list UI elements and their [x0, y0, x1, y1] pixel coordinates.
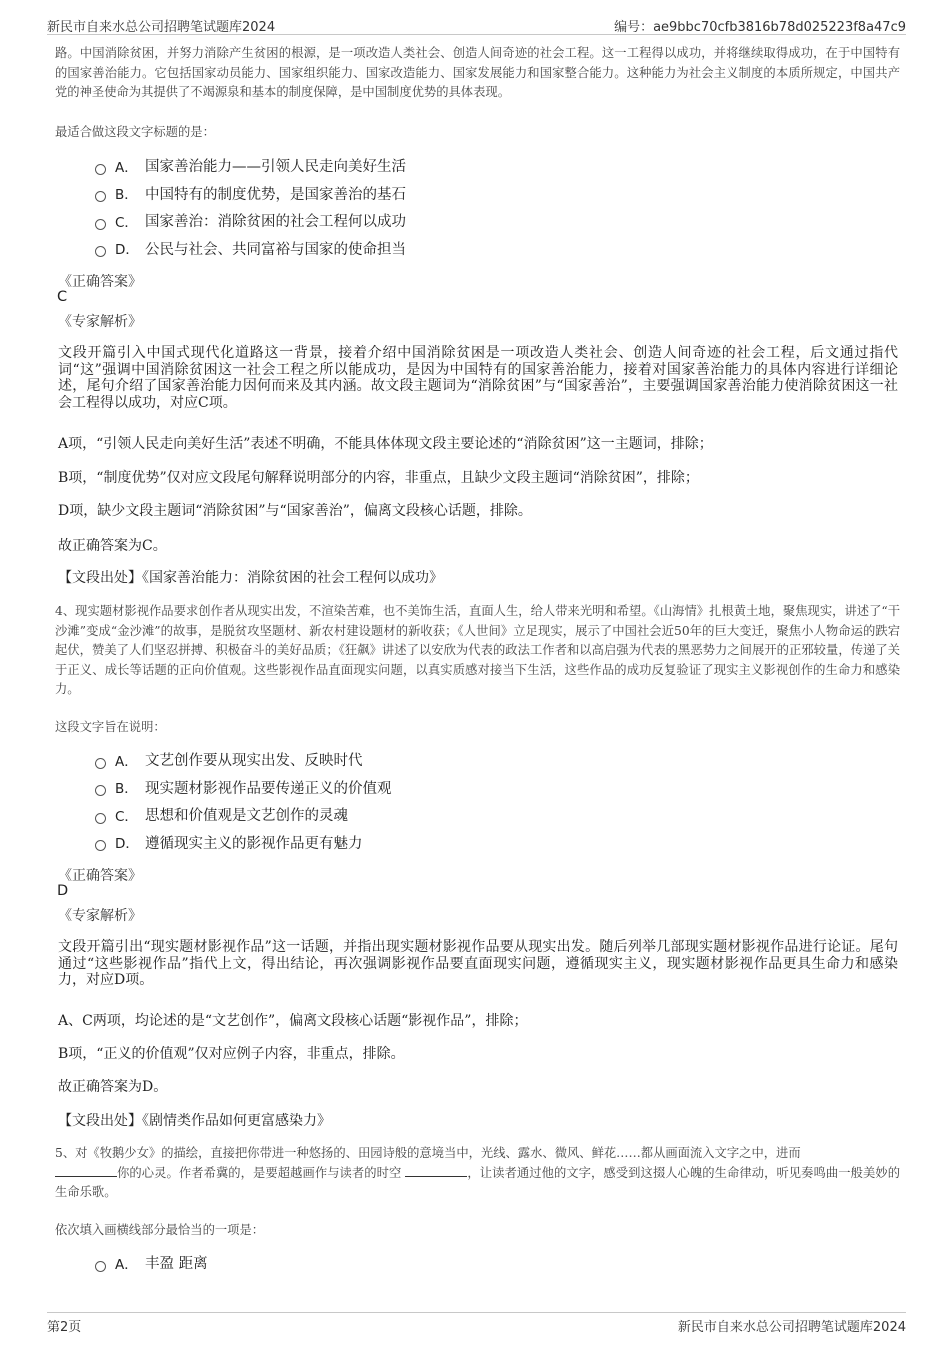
q5-passage: [55, 1144, 900, 1203]
q4-prompt-text: 这段文字旨在说明：: [55, 720, 166, 734]
q3-passage: [55, 44, 900, 103]
header-title: 新民市自来水总公司招聘笔试题库2024: [47, 20, 276, 35]
header-doc-id: 编号：ae9bbc70cfb3816b78d025223f8a47c9: [614, 20, 906, 35]
option-text: 公民与社会、共同富裕与国家的使命担当: [145, 241, 406, 258]
q3-analysis-a: A项，“引领人民走向美好生活”表述不明确，不能具体体现文段主要论述的“消除贫困”这一主题词，排除；: [58, 436, 713, 452]
option-letter: D．: [115, 836, 139, 853]
option-text: 丰盈 距离: [145, 1256, 208, 1273]
q3-option-a[interactable]: [95, 152, 406, 180]
q4-prompt: [55, 717, 900, 735]
q3-analysis-b: B项，“制度优势”仅对应文段尾句解释说明部分的内容，非重点，且缺少文段主题词“消除贫困”，排除；: [58, 470, 699, 486]
q3-prompt: [55, 122, 900, 140]
radio-icon[interactable]: [95, 785, 106, 796]
q5-options: [95, 1249, 208, 1277]
option-text: 国家善治能力——引领人民走向美好生活: [145, 159, 406, 176]
q4-conclusion: 故正确答案为D。: [58, 1079, 168, 1095]
radio-icon[interactable]: [95, 164, 106, 175]
q3-conclusion: 故正确答案为C。: [58, 538, 167, 554]
option-letter: B．: [115, 781, 138, 798]
q3-analysis-main: 文段开篇引入中国式现代化道路这一背景，接着介绍中国消除贫困是一项改造人类社会、创造人间奇迹的社会工程，后文通过指代词“这”强调中国消除贫困这一社会工程之所以能成功，是因为中国特有的国家善治能力，接着对国家善治能力的具体内容进行详细论述，尾句介绍了国家善治能力因何而来及其内涵。故文段主题词为“消除贫困”与“国家善治”，主要强调国家善治能力使消除贫困这一社会工程得以成功，对应C项。: [58, 345, 898, 411]
q3-analysis-label: 《专家解析》: [58, 314, 142, 330]
q4-source: 【文段出处】《剧情类作品如何更富感染力》: [58, 1113, 331, 1129]
fill-blank-2[interactable]: [405, 1164, 467, 1177]
option-text: 现实题材影视作品要传递正义的价值观: [145, 780, 392, 797]
q4-analysis-main: 文段开篇引出“现实题材影视作品”这一话题，并指出现实题材影视作品要从现实出发。随后列举几部现实题材影视作品进行论证。尾句通过“这些影视作品”指代上文，得出结论，再次强调影视作品要直面现实问题，遵循现实主义，现实题材影视作品更具生命力和感染力，对应D项。: [58, 939, 898, 988]
q4-option-d[interactable]: [95, 829, 392, 857]
option-letter: A．: [115, 159, 138, 176]
q3-option-d[interactable]: [95, 235, 406, 263]
q5-prompt-text: 依次填入画横线部分最恰当的一项是：: [55, 1223, 265, 1237]
q4-passage-text: 4、现实题材影视作品要求创作者从现实出发，不渲染苦难，也不美饰生活，直面人生，给人带来光明和希望。《山海情》扎根黄土地，聚焦现实，讲述了“干沙滩”变成“金沙滩”的故事，是脱贫攻坚题材、新农村建设题材的新收获；《人世间》立足现实，展示了中国社会近50年的巨大变迁，聚焦小人物命运的跌宕起伏，赞美了人们坚忍拼搏、积极奋斗的美好品质；《狂飙》讲述了以安欣为代表的政法工作者和以高启强为代表的黑恶势力之间展开的正邪较量，传递了关于正义、成长等话题的正向价值观。这些影视作品直面现实问题，以真实质感对接当下生活，这些作品的成功反复验证了现实主义影视创作的生命力和感染力。: [55, 604, 900, 696]
option-text: 中国特有的制度优势，是国家善治的基石: [145, 186, 406, 203]
q4-analysis-ac: A、C两项，均论述的是“文艺创作”，偏离文段核心话题“影视作品”，排除；: [58, 1013, 528, 1029]
q4-analysis-label: 《专家解析》: [58, 908, 142, 924]
q5-passage-part1: 5、对《牧鹅少女》的描绘，直接把你带进一种悠扬的、田园诗般的意境当中，光线、露水、微风、鲜花……都从画面流入文字之中，进而: [55, 1146, 801, 1160]
q4-options: [95, 746, 392, 856]
q3-analysis-d: D项，缺少文段主题词“消除贫困”与“国家善治”，偏离文段核心话题，排除。: [58, 503, 532, 519]
q4-analysis-b: B项，“正义的价值观”仅对应例子内容，非重点，排除。: [58, 1046, 405, 1062]
option-letter: D．: [115, 242, 139, 259]
fill-blank-1[interactable]: [55, 1164, 117, 1177]
radio-icon[interactable]: [95, 246, 106, 257]
q3-option-b[interactable]: [95, 180, 406, 208]
q3-passage-text: 路。中国消除贫困，并努力消除产生贫困的根源，是一项改造人类社会、创造人间奇迹的社会工程。这一工程得以成功，并将继续取得成功，在于中国特有的国家善治能力。它包括国家动员能力、国家组织能力、国家改造能力、国家发展能力和国家整合能力。这种能力为社会主义制度的本质所规定，中国共产党的神圣使命为其提供了不竭源泉和基本的制度保障，是中国制度优势的具体表现。: [55, 46, 900, 99]
q4-option-a[interactable]: [95, 746, 392, 774]
q5-option-a[interactable]: [95, 1249, 208, 1277]
q4-answer: D: [57, 883, 69, 899]
option-text: 遵循现实主义的影视作品更有魅力: [145, 835, 363, 852]
option-letter: A．: [115, 1256, 138, 1273]
radio-icon[interactable]: [95, 840, 106, 851]
option-text: 国家善治：消除贫困的社会工程何以成功: [145, 214, 406, 231]
option-text: 思想和价值观是文艺创作的灵魂: [145, 808, 348, 825]
page-number: 第2页: [47, 1320, 82, 1335]
radio-icon[interactable]: [95, 813, 106, 824]
q4-answer-label: 《正确答案》: [58, 868, 142, 884]
q4-option-b[interactable]: [95, 774, 392, 802]
q4-option-c[interactable]: [95, 801, 392, 829]
radio-icon[interactable]: [95, 1261, 106, 1272]
q3-option-c[interactable]: [95, 207, 406, 235]
q3-answer: C: [57, 289, 68, 305]
page-footer: [47, 1312, 906, 1335]
q3-answer-label: 《正确答案》: [58, 274, 142, 290]
radio-icon[interactable]: [95, 191, 106, 202]
footer-title: 新民市自来水总公司招聘笔试题库2024: [677, 1320, 906, 1335]
option-letter: B．: [115, 187, 138, 204]
option-letter: C．: [115, 214, 138, 231]
q5-passage-part3: ，让读者通过他的文字，感受到这掇人心魄的生命律动，听见奏鸣曲一般美妙的生命乐歌。: [55, 1165, 900, 1199]
q3-source: 【文段出处】《国家善治能力：消除贫困的社会工程何以成功》: [58, 570, 443, 586]
radio-icon[interactable]: [95, 758, 106, 769]
page-header: [47, 12, 906, 35]
radio-icon[interactable]: [95, 219, 106, 230]
q5-passage-text: [55, 1144, 900, 1203]
option-text: 文艺创作要从现实出发、反映时代: [145, 753, 363, 770]
q5-prompt: [55, 1220, 900, 1238]
q3-options: [95, 152, 406, 262]
q3-prompt-text: 最适合做这段文字标题的是：: [55, 125, 215, 139]
option-letter: A．: [115, 753, 138, 770]
option-letter: C．: [115, 808, 138, 825]
q5-passage-part2: 你的心灵。作者希冀的，是要超越画作与读者的时空: [117, 1165, 402, 1180]
q4-passage: [55, 602, 900, 700]
